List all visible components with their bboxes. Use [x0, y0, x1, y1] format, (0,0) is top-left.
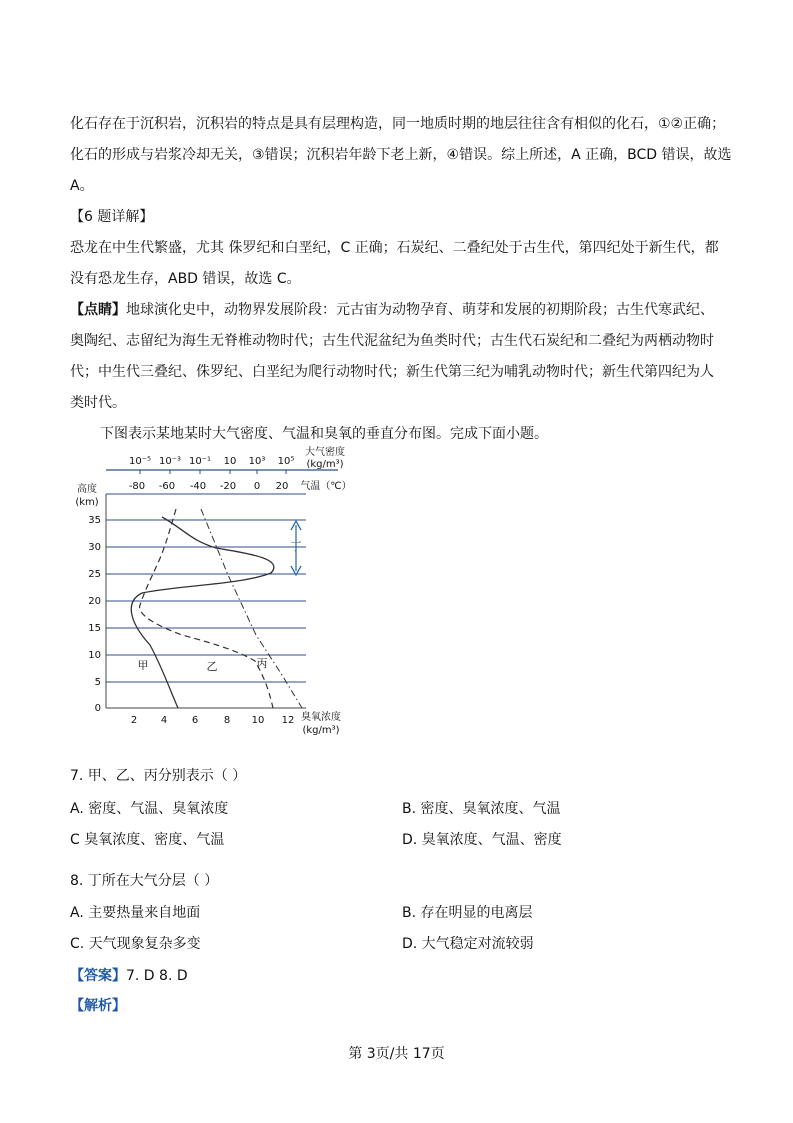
tip-line	[70, 300, 714, 320]
density-tick: 10	[223, 456, 237, 467]
q8-option-b[interactable]: B. 存在明显的电离层	[402, 905, 533, 921]
height-tick: 15	[88, 623, 101, 634]
paragraph-line: 类时代。	[70, 395, 126, 411]
temp-tick: 20	[275, 481, 289, 492]
ozone-label: 臭氧浓度	[301, 712, 341, 723]
temp-label: 气温（℃）	[300, 481, 352, 492]
density-tick: 10³	[248, 456, 266, 467]
paragraph-line: 没有恐龙生存，ABD 错误，故选 C。	[70, 271, 301, 287]
density-title: 大气密度	[305, 447, 345, 458]
page-footer: 第 3页/共 17页	[348, 1046, 445, 1062]
label-ding: 丁	[290, 540, 302, 553]
ozone-tick: 2	[130, 715, 138, 726]
height-tick: 35	[88, 515, 101, 526]
q7-stem: 7. 甲、乙、丙分别表示（ ）	[70, 768, 247, 784]
density-curve	[201, 509, 302, 708]
q7-option-d[interactable]: D. 臭氧浓度、气温、密度	[402, 832, 562, 848]
label-jia: 甲	[137, 659, 149, 672]
height-tick: 20	[88, 596, 101, 607]
density-tick: 10⁻¹	[188, 456, 212, 467]
analysis-line	[70, 996, 126, 1016]
height-tick: 10	[88, 650, 101, 661]
q8-stem: 8. 丁所在大气分层（ ）	[70, 873, 219, 889]
q7-option-b[interactable]: B. 密度、臭氧浓度、气温	[402, 801, 561, 817]
tip-heading: 【点睛】	[70, 302, 126, 318]
analysis-label: 【解析】	[70, 998, 126, 1014]
label-bing: 丙	[256, 657, 268, 670]
paragraph-line: A。	[70, 178, 94, 194]
paragraph-line: 恐龙在中生代繁盛，尤其 侏罗纪和白垩纪，C 正确；石炭纪、二叠纪处于古生代，第四纪处于新生代，都	[70, 240, 719, 256]
height-tick: 25	[88, 569, 101, 580]
label-yi: 乙	[206, 660, 218, 673]
temp-tick: -40	[189, 481, 207, 492]
q8-option-d[interactable]: D. 大气稳定对流较弱	[402, 936, 534, 952]
density-unit: (kg/m³)	[306, 459, 344, 470]
q7-option-a[interactable]: A. 密度、气温、臭氧浓度	[70, 801, 229, 817]
ozone-tick: 10	[251, 715, 265, 726]
paragraph-line: 化石存在于沉积岩，沉积岩的特点是具有层理构造，同一地质时期的地层往往含有相似的化石，①②正确；	[70, 116, 726, 132]
answer-line	[70, 966, 188, 986]
temp-tick: -20	[219, 481, 237, 492]
q7-option-c[interactable]: C 臭氧浓度、密度、气温	[70, 832, 225, 848]
temp-tick: 0	[253, 481, 261, 492]
q8-option-a[interactable]: A. 主要热量来自地面	[70, 905, 201, 921]
height-tick: 0	[94, 703, 101, 714]
height-label: 高度	[77, 484, 97, 495]
tip-text: 地球演化史中，动物界发展阶段：元古宙为动物孕育、萌芽和发展的初期阶段；古生代寒武纪、	[126, 302, 714, 318]
ozone-tick: 12	[281, 715, 295, 726]
density-tick: 10⁻³	[158, 456, 182, 467]
answer-label: 【答案】	[70, 968, 126, 984]
paragraph-line: 奥陶纪、志留纪为海生无脊椎动物时代；古生代泥盆纪为鱼类时代；古生代石炭纪和二叠纪为两栖动物时	[70, 333, 714, 349]
ozone-tick: 6	[191, 715, 199, 726]
height-tick: 30	[88, 542, 101, 553]
q8-option-c[interactable]: C. 天气现象复杂多变	[70, 936, 201, 952]
density-tick: 10⁵	[277, 456, 295, 467]
temp-tick: -60	[158, 481, 176, 492]
intro-line: 下图表示某地某时大气密度、气温和臭氧的垂直分布图。完成下面小题。	[100, 426, 548, 442]
temperature-curve	[137, 509, 273, 708]
height-tick: 5	[94, 677, 101, 688]
atmosphere-figure	[70, 445, 360, 745]
ozone-curve	[131, 517, 274, 708]
ozone-tick: 8	[223, 715, 231, 726]
height-unit: (km)	[75, 497, 99, 508]
temp-tick: -80	[128, 481, 146, 492]
q6-heading: 【6 题详解】	[70, 209, 154, 225]
ozone-unit: (kg/m³)	[302, 725, 340, 736]
paragraph-line: 化石的形成与岩浆冷却无关，③错误；沉积岩年龄下老上新，④错误。综上所述，A 正确，BCD 错误，故选	[70, 147, 732, 163]
ozone-tick: 4	[160, 715, 168, 726]
answer-text: 7. D 8. D	[126, 968, 188, 984]
density-tick: 10⁻⁵	[128, 456, 152, 467]
paragraph-line: 代；中生代三叠纪、侏罗纪、白垩纪为爬行动物时代；新生代第三纪为哺乳动物时代；新生代第四纪为人	[70, 364, 714, 380]
